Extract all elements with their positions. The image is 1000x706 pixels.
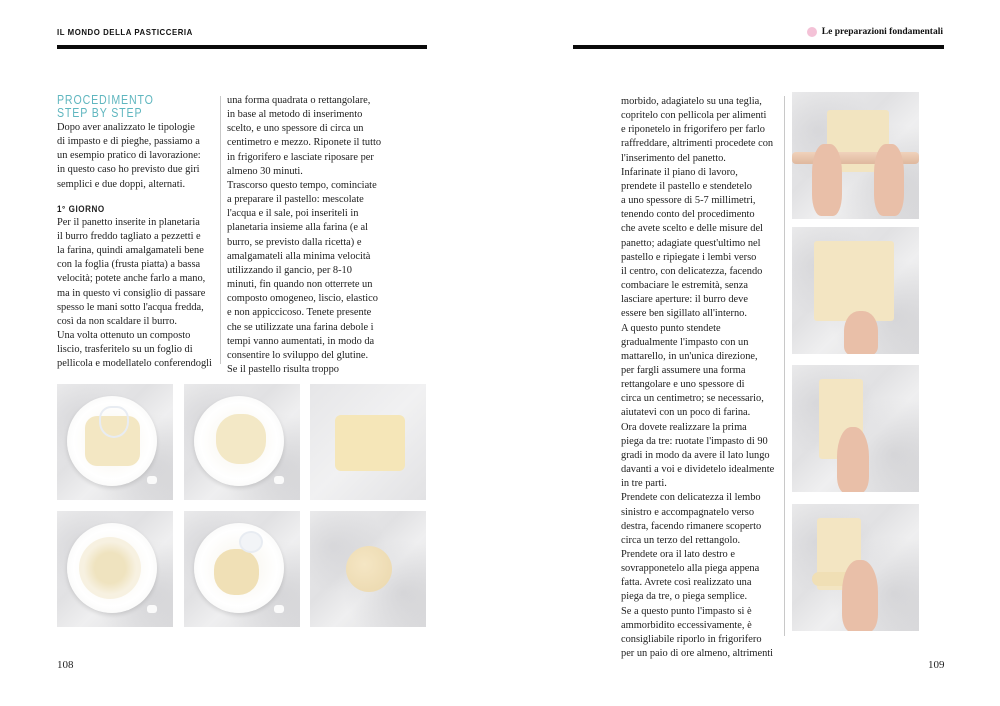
creamed-butter — [216, 414, 266, 464]
body-line: destra, facendo rimanere scoperto — [621, 520, 762, 532]
body-line: il centro, con delicatezza, facendo — [621, 265, 763, 277]
body-line: Trascorso questo tempo, cominciate — [227, 179, 377, 191]
body-line: liscio, trasferitelo su un foglio di — [57, 344, 193, 356]
column-divider — [220, 96, 221, 364]
body-line: ma in questo vi consiglio di passare — [57, 287, 206, 299]
body-line: che avete scelto e delle misure del — [621, 223, 763, 235]
page-number-right: 109 — [928, 659, 945, 671]
body-line: circa un centimetro; se necessario, — [621, 393, 764, 405]
bowl-handle — [147, 605, 157, 613]
body-line: il burro freddo tagliato a pezzetti e — [57, 230, 201, 242]
photo-creamed-mixture — [184, 384, 300, 500]
day-heading: 1° GIORNO — [57, 203, 105, 214]
body-line: piega da tre, o piega semplice. — [621, 591, 748, 603]
section-title-line2: STEP BY STEP — [57, 106, 143, 120]
body-line: rettangolare e uno spessore di — [621, 379, 745, 391]
body-line: Ora dovete realizzare la prima — [621, 421, 747, 433]
bowl-handle — [274, 605, 284, 613]
bowl-handle — [147, 476, 157, 484]
body-line: la farina, quindi amalgamateli bene — [57, 245, 204, 257]
dough-mass — [214, 549, 259, 595]
running-head-left: IL MONDO DELLA PASTICCERIA — [57, 27, 193, 37]
photo-dough-hook — [184, 511, 300, 627]
intro-line: un esempio pratico di lavorazione: — [57, 150, 201, 162]
body-line: davanti a voi e dividetelo idealmente — [621, 464, 775, 476]
body-line: Se a questo punto l'impasto si è — [621, 605, 752, 617]
body-line: spesso le mani sotto l'acqua fredda, — [57, 301, 204, 313]
dough-hook — [239, 531, 263, 553]
body-line: panetto; adagiate quest'ultimo nel — [621, 237, 761, 249]
body-line: copritelo con pellicola per alimenti — [621, 110, 767, 122]
body-line: velocità; potete anche farlo a mano, — [57, 273, 206, 285]
photo-flour-water — [57, 511, 173, 627]
photo-fold-right — [792, 504, 919, 631]
photo-fold-left — [792, 365, 919, 492]
body-line: pastello e ripiegate i lembi verso — [621, 251, 757, 263]
body-line: prendete il pastello e stendetelo — [621, 180, 752, 192]
body-line: piega da tre: ruotate l'impasto di 90 — [621, 435, 768, 447]
body-line: centimetro e mezzo. Riponete il tutto — [227, 137, 382, 149]
intro-line: Dopo aver analizzato le tipologie — [57, 122, 195, 133]
body-line: Prendete con delicatezza il lembo — [621, 492, 761, 504]
body-line: Per il panetto inserite in planetaria — [57, 216, 200, 228]
body-line: utilizzando il gancio, per 8-10 — [227, 264, 352, 276]
body-line: Prendete ora il lato destro e — [621, 549, 735, 560]
body-line: e non appiccicoso. Tenete presente — [227, 307, 372, 319]
body-line: a preparare il pastello: mescolate — [227, 194, 364, 206]
body-line: una forma quadrata o rettangolare, — [227, 95, 371, 106]
body-line: amalgamateli alla minima velocità — [227, 250, 371, 262]
butter-block — [335, 415, 405, 471]
body-line: Una volta ottenuto un composto — [57, 330, 191, 342]
dough-rectangle — [814, 241, 894, 321]
photo-butter-in-bowl — [57, 384, 173, 500]
section-dot-icon — [807, 27, 817, 37]
body-line: fatta. Avrete così realizzato una — [621, 577, 752, 589]
body-line: sovrapponetelo alla piega appena — [621, 563, 760, 575]
page-number-left: 108 — [57, 659, 74, 671]
text-column-1 — [57, 121, 217, 372]
photo-dough-ball — [310, 511, 426, 627]
running-head-right-text: Le preparazioni fondamentali — [821, 27, 943, 37]
photo-butter-block — [310, 384, 426, 500]
body-line: ammorbidito eccessivamente, è — [621, 619, 752, 631]
section-title — [57, 94, 185, 120]
body-line: mattarello, in un'unica direzione, — [621, 350, 758, 362]
body-line: che se utilizzate una farina debole i — [227, 321, 374, 333]
text-column-2 — [227, 94, 392, 377]
flour-well — [79, 537, 141, 599]
photo-rolled-rectangle — [792, 227, 919, 354]
body-line: gradualmente l'impasto con un — [621, 336, 749, 348]
body-line: minuti, fin quando non otterrete un — [227, 279, 373, 291]
column-divider — [784, 96, 785, 636]
intro-line: in questo caso ho previsto due giri — [57, 164, 200, 176]
section-title-line1: PROCEDIMENTO — [57, 93, 154, 107]
body-line: a uno spessore di 5-7 millimetri, — [621, 195, 756, 207]
bowl-handle — [274, 476, 284, 484]
running-head-right — [807, 27, 943, 37]
intro-line: di impasto e di pieghe, passiamo a — [57, 136, 200, 148]
hand — [837, 427, 869, 492]
body-line: consentire lo sviluppo del glutine. — [227, 349, 369, 361]
body-line: per fargli assumere una forma — [621, 364, 746, 376]
body-line: almeno 30 minuti. — [227, 165, 303, 177]
paddle-beater — [99, 406, 129, 438]
body-line: consigliabile riporlo in frigorifero — [621, 633, 762, 645]
left-hand — [812, 144, 842, 216]
body-line: pellicola e modellatelo conferendogli — [57, 358, 212, 370]
body-line: combaciare le estremità, senza — [621, 280, 748, 292]
body-line: l'acqua e il sale, poi inseriteli in — [227, 208, 359, 220]
body-line: essere ben sigillato all'interno. — [621, 308, 747, 320]
body-line: in tre parti. — [621, 478, 667, 490]
body-line: planetaria insieme alla farina (e al — [227, 222, 369, 234]
body-line: così da non scaldare il burro. — [57, 315, 178, 327]
body-line: Infarinate il piano di lavoro, — [621, 166, 738, 178]
body-line: tenendo conto del procedimento — [621, 209, 755, 221]
header-rule-right — [573, 45, 944, 49]
body-line: in frigorifero e lasciate riposare per — [227, 151, 374, 163]
body-line: aiutatevi con un poco di farina. — [621, 407, 751, 419]
dough-ball — [346, 546, 392, 592]
hand — [842, 560, 878, 631]
text-column-3 — [621, 95, 781, 661]
body-line: morbido, adagiatelo su una teglia, — [621, 96, 762, 107]
body-line: composto omogeneo, liscio, elastico — [227, 293, 378, 305]
body-line: in base al metodo di inserimento — [227, 109, 363, 121]
body-line: lasciare aperture: il burro deve — [621, 294, 748, 306]
body-line: con la foglia (frusta piatta) a bassa — [57, 259, 201, 271]
body-line: e riponetelo in frigorifero per farlo — [621, 124, 765, 136]
body-line: gradi in modo da avere il lato lungo — [621, 449, 770, 461]
header-rule-left — [57, 45, 427, 49]
body-line: tempi vanno aumentati, in modo da — [227, 335, 375, 347]
body-line: Se il pastello risulta troppo — [227, 363, 339, 375]
body-line: l'inserimento del panetto. — [621, 152, 726, 164]
photo-rolling-pin — [792, 92, 919, 219]
right-page — [500, 0, 1000, 706]
body-line: per un paio di ore almeno, altrimenti — [621, 648, 774, 660]
body-line: circa un terzo del rettangolo. — [621, 534, 741, 546]
intro-line: semplici e due doppi, alternati. — [57, 178, 186, 190]
right-hand — [874, 144, 904, 216]
body-line: scelto, e uno spessore di circa un — [227, 123, 364, 135]
body-line: burro, se previsto dalla ricetta) e — [227, 236, 362, 248]
hand — [844, 311, 878, 354]
body-line: A questo punto stendete — [621, 322, 721, 334]
body-line: sinistro e accompagnatelo verso — [621, 506, 755, 518]
body-line: raffreddare, altrimenti procedete con — [621, 138, 774, 150]
